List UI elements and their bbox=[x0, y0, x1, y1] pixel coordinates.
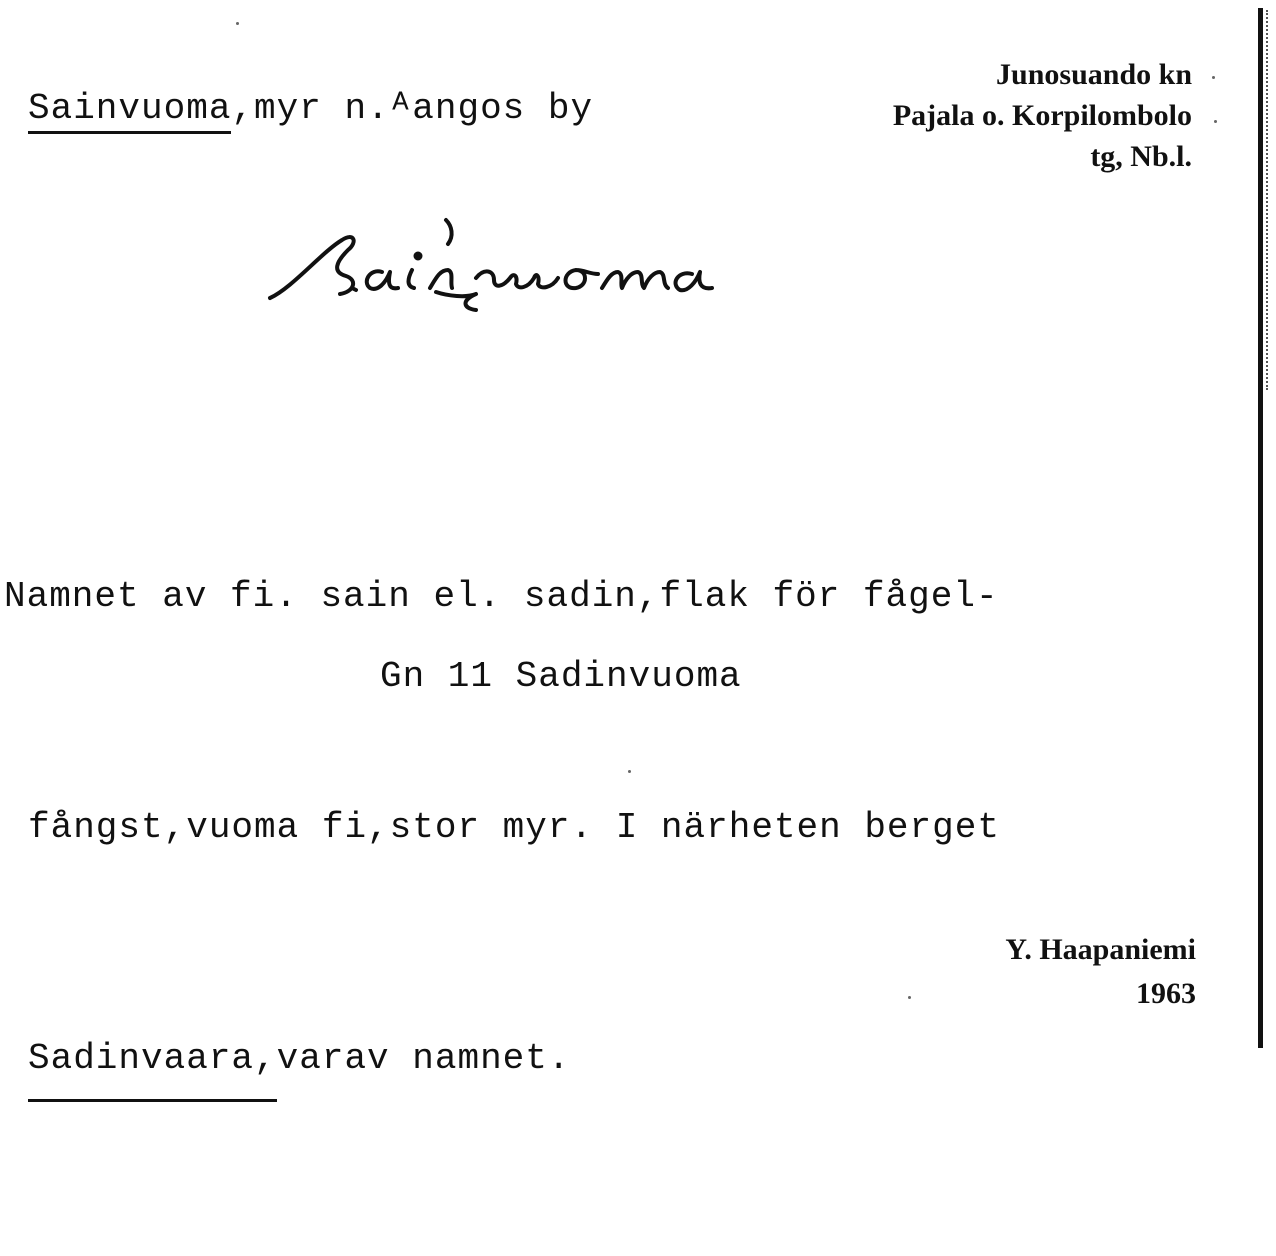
scan-speck bbox=[236, 22, 239, 25]
card-edge-dots bbox=[1266, 10, 1270, 390]
location-line-1: Junosuando kn bbox=[996, 58, 1192, 91]
body-line-3-rest: varav namnet. bbox=[276, 1038, 571, 1079]
author-year: 1963 bbox=[1136, 977, 1196, 1010]
handwritten-name bbox=[262, 212, 882, 327]
headword-description: ,myr n.ᴬangos by bbox=[231, 88, 594, 129]
scan-speck bbox=[1214, 120, 1217, 123]
scan-speck bbox=[628, 770, 631, 773]
signature-block bbox=[1005, 928, 1196, 1016]
card-edge-border bbox=[1258, 8, 1263, 1048]
location-line-3: tg, Nb.l. bbox=[1090, 140, 1192, 173]
location-block bbox=[893, 54, 1192, 177]
body-line-2: fångst,vuoma fi,stor myr. I närheten berget bbox=[28, 807, 1000, 848]
author-name: Y. Haapaniemi bbox=[1005, 933, 1196, 966]
related-place-name: Sadinvaara, bbox=[28, 1020, 277, 1102]
body-line-3 bbox=[4, 1020, 1000, 1102]
reference-line: Gn 11 Sadinvuoma bbox=[380, 656, 742, 697]
handwriting-drawing bbox=[262, 212, 882, 322]
location-line-2: Pajala o. Korpilombolo bbox=[892, 99, 1192, 132]
scan-speck bbox=[1212, 76, 1215, 79]
body-text bbox=[4, 404, 1000, 1256]
headword-line bbox=[28, 88, 593, 134]
scan-speck bbox=[908, 996, 911, 999]
headword: Sainvuoma bbox=[28, 88, 231, 134]
body-line-1: Namnet av fi. sain el. sadin,flak för fågel- bbox=[4, 576, 999, 617]
